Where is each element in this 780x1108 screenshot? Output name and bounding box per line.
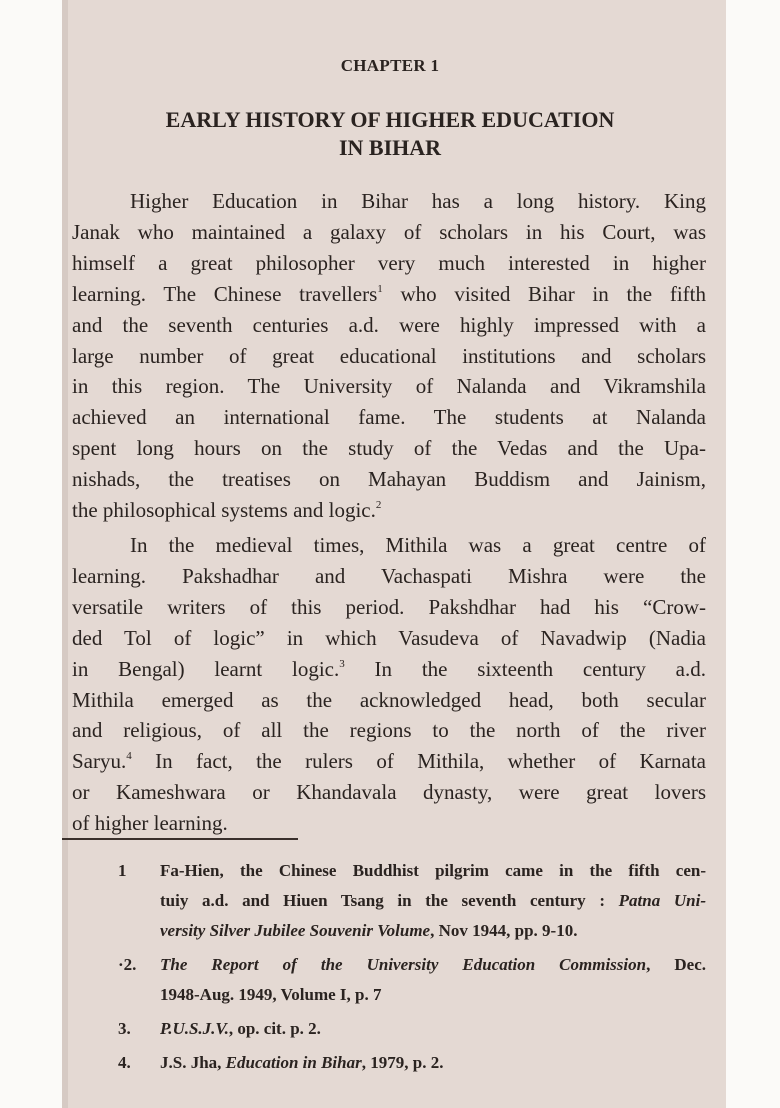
footnote-reference: 3 xyxy=(339,657,345,670)
text-segment: , op. cit. p. 2. xyxy=(228,1019,321,1038)
text-segment: versity Silver Jubilee Souvenir Volume xyxy=(160,921,431,940)
text-segment: J.S. Jha, xyxy=(160,1053,226,1072)
text-segment: large number of great educational institutions and scholars xyxy=(72,343,706,368)
text-line xyxy=(72,777,706,808)
text-segment: in Bengal) learnt logic. xyxy=(72,656,340,681)
chapter-title xyxy=(0,106,780,162)
text-line xyxy=(72,341,706,372)
text-line xyxy=(72,592,706,623)
footnote-divider xyxy=(62,838,298,840)
text-segment: Janak who maintained a galaxy of scholars in his Court, was xyxy=(72,219,706,244)
text-line xyxy=(72,464,706,495)
text-line xyxy=(72,530,706,561)
text-line xyxy=(72,746,706,777)
text-segment: or Kameshwara or Khandavala dynasty, were great lovers xyxy=(72,780,706,805)
text-segment: spent long hours on the study of the Vedas and the Upa- xyxy=(72,436,706,461)
text-segment: In fact, the rulers of Mithila, whether of Karnata xyxy=(131,749,706,774)
text-line xyxy=(72,623,706,654)
text-segment: , Dec. xyxy=(646,955,706,974)
text-line xyxy=(72,495,706,526)
text-segment: Higher Education in Bihar has a long history. King xyxy=(130,189,706,213)
text-line xyxy=(72,186,706,217)
text-segment: 1948-Aug. 1949, Volume I, p. 7 xyxy=(160,985,382,1004)
footnote-number: 3. xyxy=(118,1019,131,1038)
footnote-line xyxy=(160,1014,706,1044)
text-segment: who visited Bihar in the fifth xyxy=(382,281,706,306)
footnote-line xyxy=(160,1048,706,1078)
text-line xyxy=(72,561,706,592)
footnote xyxy=(118,1014,706,1044)
text-line xyxy=(72,310,706,341)
text-segment: the philosophical systems and logic. xyxy=(72,498,376,523)
text-segment: In the medieval times, Mithila was a great centre of xyxy=(130,532,706,557)
text-segment: and the seventh centuries a.d. were highly impressed with a xyxy=(72,312,706,337)
footnote-line xyxy=(160,886,706,916)
text-segment: P.U.S.J.V. xyxy=(160,1019,229,1038)
text-segment: , 1979, p. 2. xyxy=(361,1053,444,1072)
footnote-line xyxy=(160,856,706,886)
footnote-number: 4. xyxy=(118,1053,131,1072)
text-segment: and religious, of all the regions to the north of the river xyxy=(72,718,706,743)
text-line xyxy=(72,715,706,746)
text-segment: learning. The Chinese travellers xyxy=(72,281,378,306)
footnote xyxy=(118,1048,706,1078)
text-segment: ded Tol of logic” in which Vasudeva of Navadwip (Nadia xyxy=(72,625,706,650)
footnote xyxy=(118,856,706,946)
text-line xyxy=(72,433,706,464)
text-line xyxy=(72,685,706,716)
text-segment: Saryu. xyxy=(72,749,127,774)
footnotes xyxy=(118,856,706,1082)
text-segment: The Report of the University Education Commission xyxy=(160,955,647,974)
chapter-title-line: IN BIHAR xyxy=(338,135,442,160)
text-line xyxy=(72,808,706,839)
text-line xyxy=(72,402,706,433)
text-line xyxy=(72,217,706,248)
text-segment: In the sixteenth century a.d. xyxy=(344,656,706,681)
text-segment: of higher learning. xyxy=(72,811,228,836)
text-line xyxy=(72,248,706,279)
chapter-title-line: EARLY HISTORY OF HIGHER EDUCATION xyxy=(165,107,615,132)
footnote-reference: 4 xyxy=(126,750,132,763)
footnote-line xyxy=(160,980,706,1010)
footnote-number: 1 xyxy=(118,861,127,880)
footnote xyxy=(118,950,706,1010)
text-line xyxy=(72,279,706,310)
footnote-number: ·2. xyxy=(118,955,137,974)
footnote-reference: 2 xyxy=(375,499,382,512)
paragraph xyxy=(72,530,706,839)
text-segment: versatile writers of this period. Pakshdhar had his “Crow- xyxy=(72,594,706,619)
footnote-reference: 1 xyxy=(377,282,383,295)
text-line xyxy=(72,654,706,685)
text-segment: , Nov 1944, pp. 9-10. xyxy=(430,921,578,940)
text-segment: learning. Pakshadhar and Vachaspati Mishra were the xyxy=(72,563,706,588)
text-segment: Education in Bihar xyxy=(225,1053,362,1072)
text-segment: Fa-Hien, the Chinese Buddhist pilgrim came in the fifth cen- xyxy=(160,861,706,880)
body-text xyxy=(72,186,706,839)
text-segment: himself a great philosopher very much interested in higher xyxy=(72,250,706,275)
chapter-label: CHAPTER 1 xyxy=(340,56,440,75)
text-segment: achieved an international fame. The students at Nalanda xyxy=(72,405,706,430)
paragraph xyxy=(72,186,706,526)
text-segment: Mithila emerged as the acknowledged head, both secular xyxy=(72,687,706,712)
text-segment: in this region. The University of Nalanda and Vikramshila xyxy=(72,374,706,399)
text-segment: Patna Uni- xyxy=(618,891,706,910)
text-segment: tuiy a.d. and Hiuen Tsang in the seventh century : xyxy=(160,891,619,910)
footnote-line xyxy=(160,916,706,946)
footnote-line xyxy=(160,950,706,980)
text-line xyxy=(72,371,706,402)
text-segment: nishads, the treatises on Mahayan Buddism and Jainism, xyxy=(72,467,706,492)
